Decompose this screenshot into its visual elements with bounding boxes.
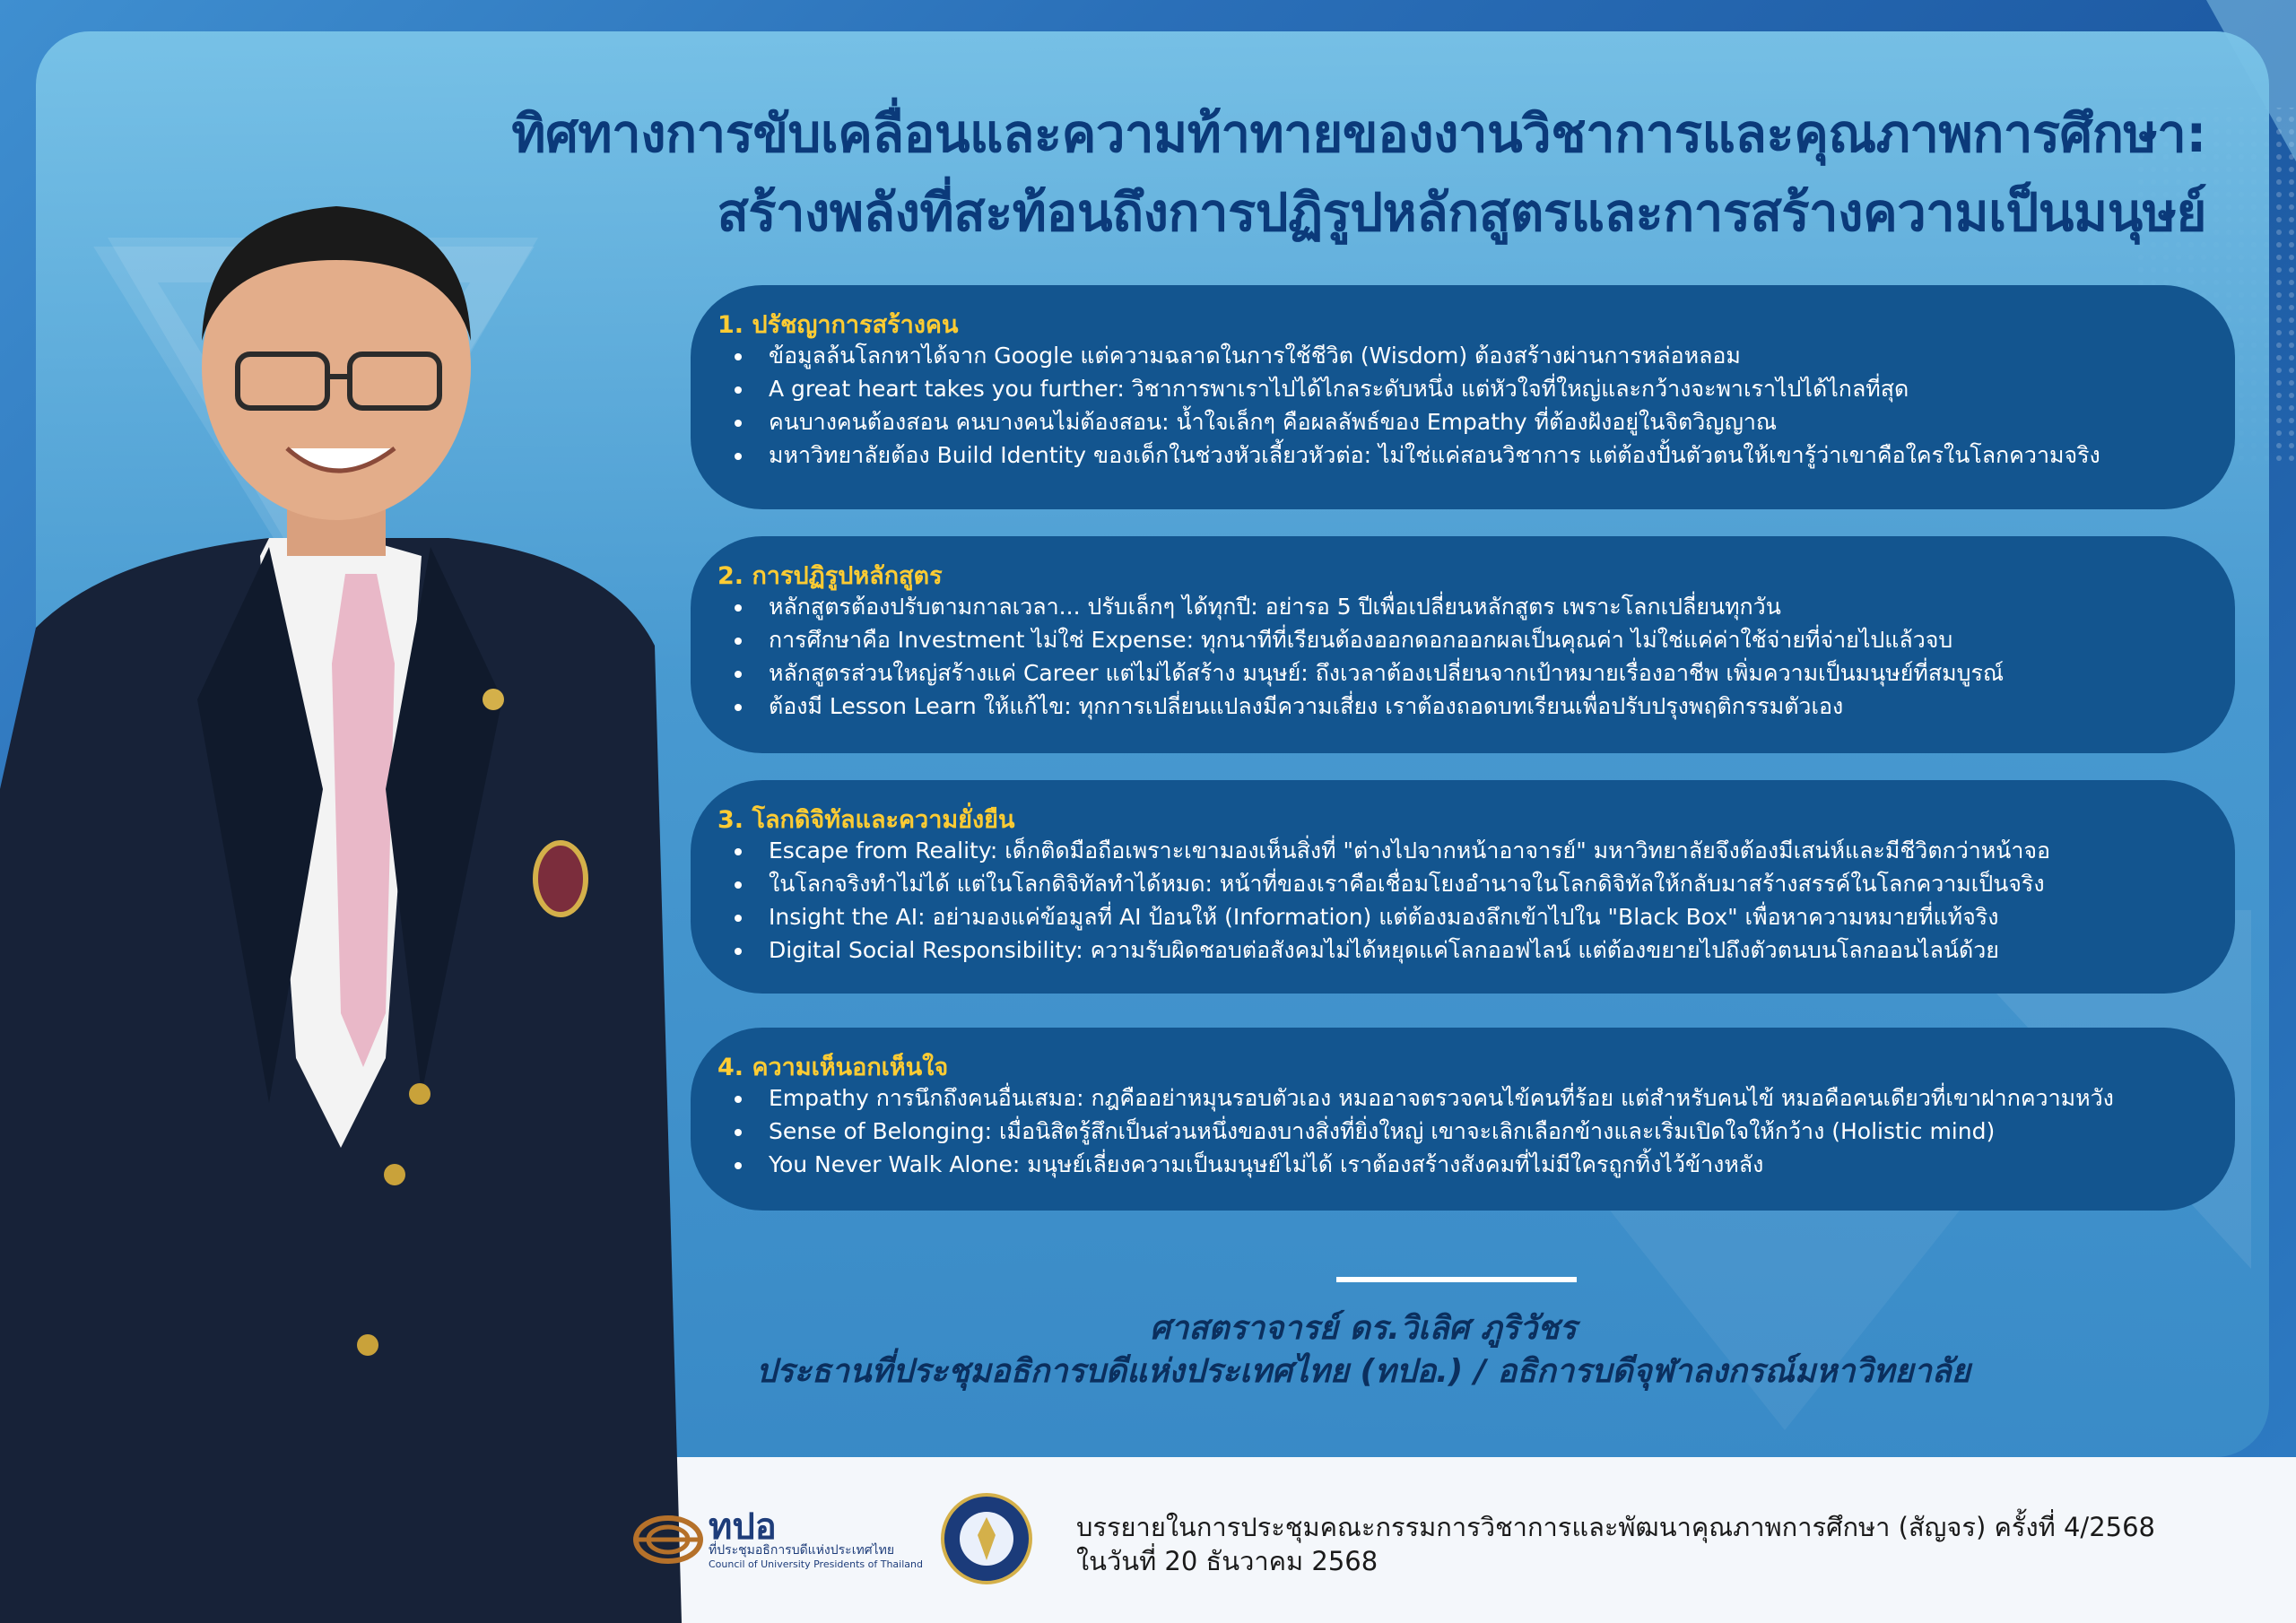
list-item: การศึกษาคือ Investment ไม่ใช่ Expense: ทุกนาทีที่เรียนต้องออกดอกออกผลเป็นคุณค่า ไม่ใช่แค่ค่าใช้จ่ายที่จ่ายไปแล้วจบ bbox=[731, 623, 2217, 656]
speaker-name: ศาสตราจารย์ ดร.วิเลิศ ภูริวัชร bbox=[1150, 1310, 1577, 1347]
section-list bbox=[731, 834, 2217, 967]
council-logo-eng: Council of University Presidents of Thailand bbox=[709, 1558, 923, 1570]
list-item: คนบางคนต้องสอน คนบางคนไม่ต้องสอน: น้ำใจเล็กๆ คือผลลัพธ์ของ Empathy ที่ต้องฝังอยู่ในจิตวิญญาณ bbox=[731, 405, 2217, 438]
title-line-2: สร้างพลังที่สะท้อนถึงการปฏิรูปหลักสูตรและการสร้างความเป็นมนุษย์ bbox=[717, 182, 2206, 243]
list-item: หลักสูตรต้องปรับตามกาลเวลา... ปรับเล็กๆ ได้ทุกปี: อย่ารอ 5 ปีเพื่อเปลี่ยนหลักสูตร เพราะโลกเปลี่ยนทุกวัน bbox=[731, 590, 2217, 623]
list-item: ต้องมี Lesson Learn ให้แก้ไข: ทุกการเปลี่ยนแปลงมีความเสี่ยง เราต้องถอดบทเรียนเพื่อปรับปรุงพฤติกรรมตัวเอง bbox=[731, 690, 2217, 723]
page-title bbox=[502, 94, 2206, 252]
university-seal-icon bbox=[940, 1492, 1033, 1585]
list-item: A great heart takes you further: วิชาการพาเราไปได้ไกลระดับหนึ่ง แต่หัวใจที่ใหญ่และกว้างจะพาเราไปได้ไกลที่สุด bbox=[731, 372, 2217, 405]
list-item: Empathy การนึกถึงคนอื่นเสมอ: กฎคืออย่าหมุนรอบตัวเอง หมออาจตรวจคนไข้คนที่ร้อย แต่สำหรับคนไข้ หมอคือคนเดียวที่เขาฝากความหวัง bbox=[731, 1081, 2217, 1115]
council-logo-icon bbox=[632, 1506, 704, 1574]
list-item: Sense of Belonging: เมื่อนิสิตรู้สึกเป็นส่วนหนึ่งของบางสิ่งที่ยิ่งใหญ่ เขาจะเลิกเลือกข้างและเริ่มเปิดใจให้กว้าง (Holistic mind) bbox=[731, 1115, 2217, 1148]
section-empathy bbox=[691, 1028, 2235, 1211]
section-heading: 4. ความเห็นอกเห็นใจ bbox=[718, 1054, 949, 1081]
speaker-photo bbox=[0, 161, 682, 1623]
footer-line-1: บรรยายในการประชุมคณะกรรมการวิชาการและพัฒนาคุณภาพการศึกษา (สัญจร) ครั้งที่ 4/2568 bbox=[1076, 1512, 2155, 1542]
list-item: หลักสูตรส่วนใหญ่สร้างแค่ Career แต่ไม่ได้สร้าง มนุษย์: ถึงเวลาต้องเปลี่ยนจากเป้าหมายเรื่องอาชีพ เพิ่มความเป็นมนุษย์ที่สมบูรณ์ bbox=[731, 656, 2217, 690]
list-item: ในโลกจริงทำไม่ได้ แต่ในโลกดิจิทัลทำได้หมด: หน้าที่ของเราคือเชื่อมโยงอำนาจในโลกดิจิทัลให้กลับมาสร้างสรรค์ในโลกความเป็นจริง bbox=[731, 867, 2217, 900]
list-item: Escape from Reality: เด็กติดมือถือเพราะเขามองเห็นสิ่งที่ "ต่างไปจากหน้าอาจารย์" มหาวิทยาลัยจึงต้องมีเสน่ห์และมีชีวิตกว่าหน้าจอ bbox=[731, 834, 2217, 867]
section-list bbox=[731, 590, 2217, 723]
list-item: มหาวิทยาลัยต้อง Build Identity ของเด็กในช่วงหัวเลี้ยวหัวต่อ: ไม่ใช่แค่สอนวิชาการ แต่ต้องปั้นตัวตนให้เขารู้ว่าเขาคือใครในโลกความจริง bbox=[731, 438, 2217, 472]
section-heading: 1. ปรัชญาการสร้างคน bbox=[718, 311, 959, 339]
list-item: Digital Social Responsibility: ความรับผิดชอบต่อสังคมไม่ได้หยุดแค่โลกออฟไลน์ แต่ต้องขยายไปถึงตัวตนบนโลกออนไลน์ด้วย bbox=[731, 933, 2217, 967]
divider-line bbox=[1336, 1277, 1577, 1282]
section-digital-world bbox=[691, 780, 2235, 994]
list-item: ข้อมูลล้นโลกหาได้จาก Google แต่ความฉลาดในการใช้ชีวิต (Wisdom) ต้องสร้างผ่านการหล่อหลอม bbox=[731, 339, 2217, 372]
list-item: You Never Walk Alone: มนุษย์เลี่ยงความเป็นมนุษย์ไม่ได้ เราต้องสร้างสังคมที่ไม่มีใครถูกทิ้งไว้ข้างหลัง bbox=[731, 1148, 2217, 1181]
section-list bbox=[731, 339, 2217, 472]
section-heading: 2. การปฏิรูปหลักสูตร bbox=[718, 562, 943, 590]
footer-line-2: ในวันที่ 20 ธันวาคม 2568 bbox=[1076, 1546, 1378, 1576]
section-list bbox=[731, 1081, 2217, 1181]
list-item: Insight the AI: อย่ามองแค่ข้อมูลที่ AI ป้อนให้ (Information) แต่ต้องมองลึกเข้าไปใน "Black Box" เพื่อหาความหมายที่แท้จริง bbox=[731, 900, 2217, 933]
council-logo-abbr: ทปอ bbox=[709, 1507, 777, 1547]
section-curriculum-reform bbox=[691, 536, 2235, 753]
section-philosophy bbox=[691, 285, 2235, 509]
title-line-1: ทิศทางการขับเคลื่อนและความท้าทายของงานวิชาการและคุณภาพการศึกษา: bbox=[511, 103, 2206, 164]
council-logo-thai: ที่ประชุมอธิการบดีแห่งประเทศไทย bbox=[709, 1543, 895, 1558]
speaker-position: ประธานที่ประชุมอธิการบดีแห่งประเทศไทย (ทปอ.) / อธิการบดีจุฬาลงกรณ์มหาวิทยาลัย bbox=[756, 1353, 1970, 1390]
section-heading: 3. โลกดิจิทัลและความยั่งยืน bbox=[718, 806, 1015, 834]
